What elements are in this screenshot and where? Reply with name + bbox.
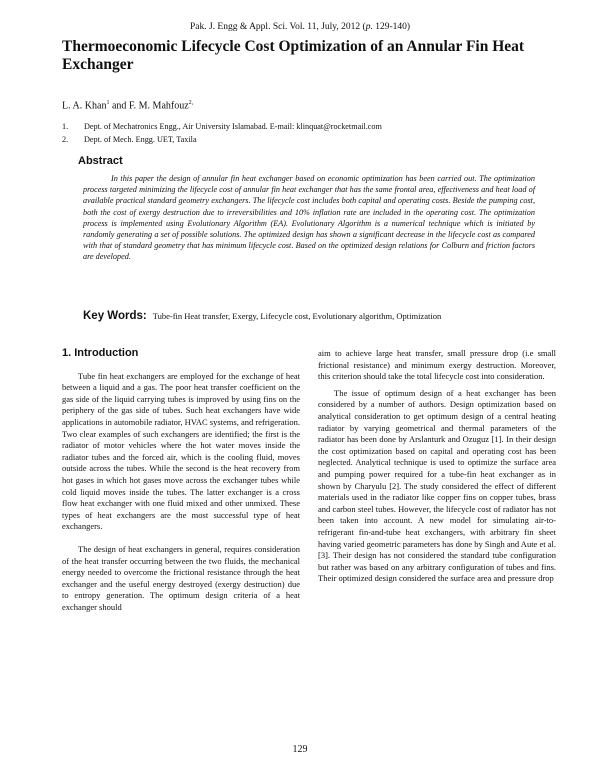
affiliation-text: Dept. of Mechatronics Engg., Air University Islamabad. E-mail: klinquat@rocketmail.com xyxy=(84,122,382,131)
affiliation-number: 1. xyxy=(62,122,69,131)
left-column xyxy=(62,348,300,613)
intro-paragraph-1: Tube fin heat exchangers are employed for the exchange of heat between a liquid and a gas. The poor heat transfer coefficient on the gas side of the liquid carrying tubes is improved by using fins on the periphery of the gas side of tubes. Such heat exchangers have wide applications in automobile radiator, HVAC systems, and refrigeration. Two clear examples of such exchangers are identified; the first is the radiator of motor vehicles where the hot water moves inside the radiator tubes and the forced air, which is the cooling fluid, moves outside across the tubes. While the second is the heat recovery from hot gases in which hot gases move across the exchanger tubes while cold liquid moves inside the tubes. The latter exchanger is a cross flow heat exchanger with one fluid mixed and other unmixed. These types of heat exchangers are the most successful type of heat exchangers. xyxy=(62,370,300,532)
journal-citation-text: Pak. J. Engg & Appl. Sci. Vol. 11, July, 2012 ( xyxy=(189,22,366,32)
affiliation-item xyxy=(62,120,382,133)
section-heading-introduction: 1. Introduction xyxy=(62,347,139,359)
author-1: L. A. Khan xyxy=(62,100,107,112)
affiliation-number: 2. xyxy=(62,135,69,144)
author-2-mark: 2, xyxy=(188,100,194,106)
affiliation-list xyxy=(62,120,382,146)
intro-paragraph-3: The issue of optimum design of a heat exchanger has been considered by a number of authors. Design optimization based on analytical consideration to get optimum design of a central heating radiator by varying geometrical and thermal parameters of the radiator has been done by Arslanturk and Ozuguz [1]. In their design the cost optimization based on capital and operating cost has been neglected. Analytical technique is used to optimize the surface area and pumping power required for a tube-fin heat exchanger as in shown by Charyulu [2]. The study considered the effect of different materials used in the radiator like copper fins on copper tubes, brass and carbon steel tubes. However, the lifecycle cost of radiator has not been taken into account. A new model for simulating air-to-refrigerant fin-and-tube heat exchangers, with arbitrary fin sheet having varied geometric parameters has done by Singh and Aute et al.[3]. Their design has not considered the standard tube configuration but rather was based on any arbitrary configuration of tubes and fins. Their optimized design considered the surface area and pressure drop xyxy=(318,387,556,584)
author-line xyxy=(62,100,193,111)
journal-citation xyxy=(0,22,600,32)
right-column xyxy=(318,348,556,585)
author-1-mark: 1 xyxy=(106,100,110,106)
page-number: 129 xyxy=(292,744,308,755)
affiliation-item xyxy=(62,133,382,146)
intro-paragraph-continued: aim to achieve large heat transfer, small pressure drop (i.e small frictional resistance) and minimum exergy destruction. Moreover, this criterion should take the total lifecycle cost into consideration. xyxy=(318,348,556,382)
journal-pages-prefix: p. xyxy=(365,22,373,32)
paper-title: Thermoeconomic Lifecycle Cost Optimization of an Annular Fin Heat Exchanger xyxy=(62,38,525,73)
keywords xyxy=(83,310,441,322)
keywords-text: Tube-fin Heat transfer, Exergy, Lifecycle cost, Evolutionary algorithm, Optimization xyxy=(152,311,442,321)
keywords-label: Key Words: xyxy=(83,310,147,322)
author-conjunction: and xyxy=(109,100,129,112)
abstract-body: In this paper the design of annular fin heat exchanger based on economic optimization has been carried out. The optimization process targeted minimizing the lifecycle cost of annular fin heat exchanger that has the same frontal area, effectiveness and heat load of available practical standard geometry exchangers. The lifecycle cost includes both capital and operating costs. Beside the pumping cost, both the cost of exergy destruction due to irreversibilities and 10% inflation rate are included in the operating cost. The optimization process is implemented using Evolutionary Algorithm (EA). Evolutionary Algorithm is a numerical technique which is initiated by randomly generating a set of possible solutions. The optimized design has shown a significant decrease in the lifecycle cost as compared with that of standard geometry that has minimum lifecycle cost. Based on the optimized design relations for Colburn and friction factors are developed. xyxy=(83,174,535,262)
journal-pages: 129-140) xyxy=(372,22,411,32)
intro-paragraph-2: The design of heat exchangers in general, requires consideration of the heat transfer occurring between the two fluids, the mechanical energy needed to overcome the frictional resistance through the heat exchanger and the useful energy destroyed (exergy destruction) due to entropy generation. The optimum design criteria of a heat exchanger should xyxy=(62,543,300,612)
author-2: F. M. Mahfouz xyxy=(128,100,189,112)
abstract-heading: Abstract xyxy=(78,155,123,167)
affiliation-text: Dept. of Mech. Engg. UET, Taxila xyxy=(84,135,197,144)
